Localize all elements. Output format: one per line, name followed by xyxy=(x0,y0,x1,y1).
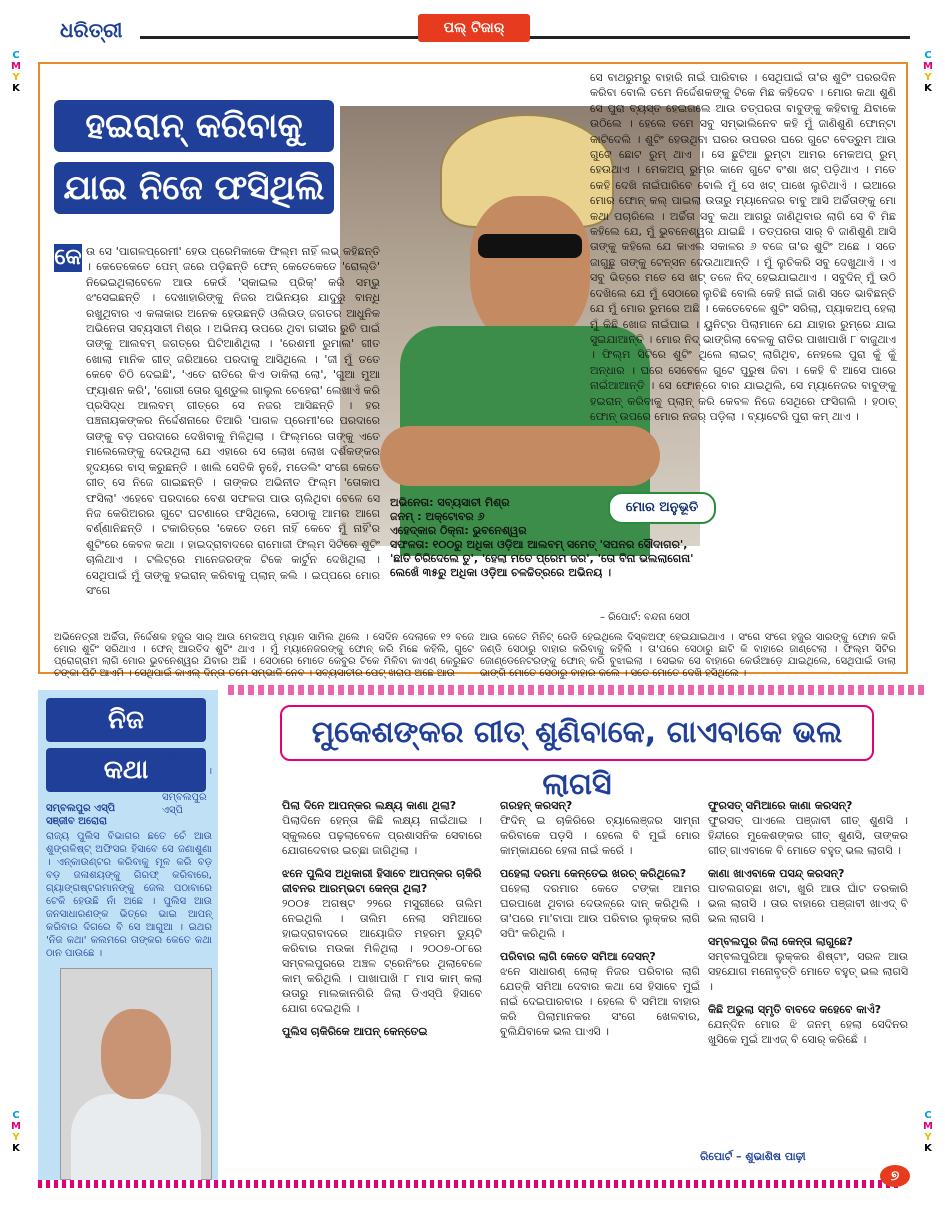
nija-katha-panel xyxy=(38,690,218,1180)
dropcap: କେ xyxy=(54,245,82,270)
cmyk-marks-bottom-left: C M Y K xyxy=(11,1110,21,1154)
answer: ଫିଦିନ୍ ଇ ଚାକିରିରେ ଚ୍ୟାଲେଞ୍ଜର ସାମ୍‌ନା କରିବାକେ ପଡ଼ସି । ହେଲେ ବି ମୁଇଁ ମୋର କାମ୍‌କାଯରେ ହେଳା ନାଇଁ କରେଁ । xyxy=(500,814,700,857)
question: ଗରହନ୍ କରସନ୍? xyxy=(500,799,573,812)
question: ପିଲା ଦିନେ ଆପନ୍‌କର ଲକ୍ଷ୍ୟ କାଣା ଥିଲା? xyxy=(282,799,457,812)
info-address: ଏହେଦ୍‌କାର ଠିକ୍‌ନା: ଭୁବନେଶ୍ୱର xyxy=(390,524,527,537)
experience-badge: ମୋର ଅନୁଭୂତି xyxy=(608,492,716,524)
officer-photo xyxy=(60,968,212,1180)
officer-intro: ରାଜ୍ୟ ପୁଲିସ ବିଭାଗର ଛତେ ଚେଁ ଆଉ ଶୁଙ୍ଗଳିଷ୍ଟ୍ ଅଫିସର ହିସାବେ ସେ ଜଣାଶୁଣା । ଏନ୍‌କାଉଣ୍ଟର କରିବାକୁ ମୂଳ କରି ବଡ଼ ବଡ଼ ଜଳାଶୟଙ୍କୁ ଗିରଫ୍ କରିବାରେ, ଗ୍ୟାଙ୍ଗଷ୍ଟରମାନଙ୍କୁ ଜେଲ ପଠାବାରେ ଟେକି ହେଉଛି ନାଁ ଅଛେ । ପୁଲିସ ଆଉ ଜନସାଧାରଣଙ୍କ ଭିତ୍ରେ ଭାଇ ଆପନ୍ କରିବାର ଦିଗରେ ବି ସେ ଆଗୁଆ । ଇଥର 'ନିଜ କଥା' କଲମରେ ତାଙ୍କର କେତେ କଥା ଠାନ ପାଉଛେ । xyxy=(46,831,212,959)
question: ଫୁରସତ୍ ସମିଆରେ କାଣା କରସନ୍? xyxy=(708,799,853,812)
cmyk-marks-bottom-right: C M Y K xyxy=(923,1110,933,1154)
interview-headline: ମୁକେଶଙ୍କର ଗୀତ୍ ଶୁଣିବାକେ, ଗାଏବାକେ ଭଲ ଲାଗସି xyxy=(280,705,874,761)
question: ସମ୍ବଲପୁର ଜିଲା କେନ୍ତା ଲାଗୁଛେ? xyxy=(708,935,853,948)
answer: ୨୦୦୫ ଅଗଷ୍ଟ ୨୨ରେ ମସୁରୀରେ ତାଲିମ ନେଇଥିଲି । ତାଲିମ ନେଲା ସମିଆରେ ହାଇଦ୍ରାବାଦରେ ଆୟୋଜିତ ମହରମ ଡ୍ୟୁଟି କରିବାର ମଉକା ମିଳିଥିଲା । ୨୦୦୭-୦୮ରେ ସମ୍ବଲପୁରରେ ଅଞ୍ଚଳ ଟ୍ରେନିଂରେ ଥିଲାବେଳେ କାମ୍ କରିଥିଲି । ପାଖାପାଖି ୮ ମାସ କାମ୍ କଲା ଉତାରୁ ମାଲକାନଗିରି ଜିଲା ଡିଏସ୍‌ପି ହିସାବେ ଯୋଗ ଦେଇଥିଲି । xyxy=(282,897,482,1015)
vertical-caption: ସଞ୍ଜୀବ ଅରୋରା । ଏହେଦେ ସମ୍ବଲପୁର ଏସ୍‌ପି xyxy=(162,753,212,816)
panel-title-2: କଥା xyxy=(46,748,206,792)
question: ପରିବାର ଲାଗି କେତେ ସମିଆ ଦେସନ୍? xyxy=(500,950,656,963)
question: କାଣା ଖାଏବାକେ ପସନ୍ଦ୍ କରସନ୍? xyxy=(708,867,845,880)
info-success: ସଫଳତା: ୧୦୦ରୁ ଅଧିକା ଓଡ଼ିଆ ଆଲବମ୍ ସମେତ୍ 'ସପନର ସୌଦାଗର', 'ଛାତି ଚିରିଦେଲେ ତୁ', 'ହେଲା ମତେ ପ୍ରେମ ଜର', 'ତୋ ବିନା ଭଲଲାଗେନା' ଲେଖେଁ ୩୫ରୁ ଅଧିକା ଓଡ଼ିଆ ଚଳଚ୍ଚିତ୍ରରେ ଅଭିନୟ । xyxy=(390,538,694,579)
decorative-stripe xyxy=(228,685,928,695)
question: ପୁଲିସ ଚାକିରିକେ ଆପନ୍ କେନ୍ତେଇ xyxy=(282,1025,428,1038)
reporter-credit: – ରିପୋର୍ଟ: ବନ୍ଦନା ସେଠୀ xyxy=(600,612,690,623)
qa-column-1 xyxy=(282,790,482,1039)
info-birth: ଜନମ୍ : ଅକ୍ଟୋବର ୬ xyxy=(390,510,485,523)
question: କିଛି ଅଭୁଲା ସ୍ମୃତି ବାବଦେ କହେବେ କାଏଁ? xyxy=(708,1003,882,1016)
answer: ପିଲାଦିନେ ହେନ୍ତା କିଛି ଲକ୍ଷ୍ୟ ନାଇଁଥାଇ । ସ୍କୁଲରେ ପଢ଼ଲାବେଳେ ପ୍ରଶାସନିକ ସେବାରେ ଯୋଗଦେବାର ଇଚ୍ଛା ଜାଗିଥିଲା । xyxy=(282,814,482,857)
face-shape xyxy=(470,196,590,346)
top-article xyxy=(38,62,908,679)
article-col-left: ଉ ସେ 'ପାଗଳପ୍ରେମୀ' ହେଉ ପ୍ରେମିକାକେ ଫିଲ୍ମ ନାହିଁ ଲଭ୍ କହିଛନ୍ତି । କେତେକେତେ ପେମ୍ ଜରେ ପଡ଼ିଛନ୍ତି ଫେନ୍ କେତେକେତେ 'ରୋଲ୍ଡି' ନିଭେଇଥିଲାବେଳେ ଆଉ କେଉଁ 'ସ୍କାଇଲ ପ୍ରିକ୍' କରି ସମ୍ଭୁ ଝଂସେଇଛନ୍ତି । ଦେଖାହାରିଙ୍କୁ ନିଜର ଅଭିନୟର ଯାଦୁରୁ ବାନ୍ଧି ରଖୁଥିବାର ଏ କଳାକାର ଅନେକ ହେଉଛନ୍ତି ଓଲିଉଡ୍ ଜଗତର ଆଧୁନିକ ଅଭିନେତା ସବ୍ୟସାଚୀ ମିଶ୍ର । ଅଭିନୟ ଉପରେ ଥିବା ଗଭୀର ରୁଚି ପାଇଁ ତାଙ୍କୁ ଆଲବମ୍ ଜଗତ୍‌ରେ ଘିଟିଆଣିଥିଲା । 'ରେଶମୀ ରୁମାଲ' ଗୀତ ଖୋଲା ମାନିକ ଗୀତ୍ ଜରିଆରେ ପରଦାକୁ ଆସିଥିଲେ । 'ଜୀ ମୁଁ ତତେ କେବେ ଚିଠି ଦେଇଛି', 'ଏତେ ରାତିରେ କିଏ ଡାକିଲା ଲୋ', 'ଗୁଆ ମୁଆ ଫ୍ୟାଶନ କରି', 'ଗୋରୀ ତୋର ଗୁଣ୍ଡୁଲ ଗାଲୁଲ ଚେହେରା' ଲେଖାଏଁ କରି ପ୍ରସିଦ୍ଧ ଆଲବମ୍ ଗୀତ୍‌ରେ ସେ ନଜର ଆସିଛନ୍ତି । ହର ପଞ୍ଚନାୟକଙ୍କର ନିର୍ଦ୍ଦେଶନାରେ ତିଆରି 'ପାଗଳ ପ୍ରେମୀ'ରେ ପରଦାରେ ତାଙ୍କୁ ବଡ଼ ପରଦାରେ ଦେଖିବାକୁ ମିଳିଥିଲା । ଫିଲ୍ମରେ ତାଙ୍କୁ ଏତେ ମାଲେଲେଙ୍କୁ ଦେଉଥିଲା ଯେ ଏହାରେ ସେ ଲୋଖ ଲୋଖ ଦର୍ଶକଙ୍କର ହୃଦୟରେ ବାସ୍ କରୁଛନ୍ତି । ଖାଲି ସେତିକି ନୁହେଁ, ମଡେଲିଂ ସଂଗେ କେତେ ଗୀତ୍ ସେ ନିଜେ ଗାଇଛନ୍ତି । ତାଙ୍କର ଅଭିନୀତ ଫିଲ୍ମ 'ତୋକାପ ଫସିଲା' ଏହେବେ ପରଦାରେ ବେଶ ସଫଳତା ପାଉ ଚାଲିଥିବା ବେଳେ ସେ ନିଜ କେରିଅରର ଗୁଟେ ଘଟଣାରେ ଫସିଥିଲେ, ସେଠାକୁ ଆମର ଆଗେ ବର୍ଣ୍ଣାନିଛନ୍ତି । ଟକାରିତ୍ରେ 'କେତେ ତମେ ନାହିଁ କେବେ ମୁଁ ନାହିଁ'ର ଶୁଟିଂରେ କେବଳ କଥା । ହାଇଦ୍ରାବାଦରେ ରାମୋଜୀ ଫିଲ୍ମ ସିଟିରେ ଶୁଟିଂ ଚାଲିଥାଏ । ଟଲିଟ୍ରେ ମାନେଜରଙ୍କ ଟିକେ କାର୍ଟୁନ ଦେଖିଥିଲା । ସେଥିପାଇଁ ମୁଁ ତାଙ୍କୁ ହଇରାନ୍ କରିବାକୁ ପ୍ଲାନ୍ କଲି । ଇପ୍ପରେ ମୋର ସଂଗେ xyxy=(86,245,380,597)
qa-column-2 xyxy=(500,790,700,1039)
article-bottom-right: ଆଉ କେତେ ମିନିଟ୍ ରେଡି ହେଇଥିଲେ ଦିସ୍କଅଫ୍ ହେଇଯାଇଥାଏ । ସଂଗେ ସଂଗେ ହଜୁର ସାରଙ୍କୁ ଫୋନ କରି ଜଣ୍ଡି ସେଠାରୁ ବାହାର କରିବାକୁ କହିଲି । ତା'ପରେ ସେଠାରୁ ଛାଟି କି ବାହାରେ ଜାଣ୍ଟେଲା । ଫିଲ୍ମ ସିଟିର ଜୋଣ୍ଡେନେଟରଙ୍କୁ ଫୋନ୍ କରି ବୁଝାଇଲା । ସେଇକ ସେ ବାହାରେ କେଉଁଆଡ଼େ ଯାଇଥିଲେ, ସେଥିପାଇଁ ଡାଲା ଭାଙ୍ଗି ମୋତେ ସେଠାରୁ ବାହାର କଲେ । ସତେ ମୋତେ ଦେଖି ହସିଥିଲେ । xyxy=(480,632,896,679)
panel-title-1: ନିଜ xyxy=(46,698,206,742)
headline-line-2: ଯାଇ ନିଜେ ଫସିଥିଲି xyxy=(54,162,334,214)
officer-face-shape xyxy=(101,1009,171,1099)
footer-stripe xyxy=(38,1180,898,1188)
cmyk-marks-right: C M Y K xyxy=(923,50,933,94)
question: ପହେଲା ଦରମା କେନ୍ତେଇ ଖରଚ୍ କରିଥିଲେ? xyxy=(500,867,687,880)
info-actor: ଅଭିନେତା: ସବ୍ୟସାଚୀ ମିଶ୍ର xyxy=(390,496,510,509)
answer: ସମ୍ବଲପୁରିଆ ଲୁକ୍‌କର ଶିଷ୍ଟାଂ, ସରଳ ଆଉ ସହଯୋଗ ମନୋବୃତ୍ତି ମୋତେ ବହୁତ୍ ଭଲ ଲାଗସି । xyxy=(708,950,908,993)
officer-shirt-shape xyxy=(71,1094,201,1184)
answer: ପାଚଲଗଚ୍ଛା ଖଟା, ଖୁରି ଆଉ ଘାଁଟ ତରକାରି ଭଲ ଲାଗସି । ତାର ବାହାରେ ପଞ୍ଜାବୀ ଖାଏଦ୍ ବି ଭଲ ଲାଗସି । xyxy=(708,882,908,925)
officer-name: ସମ୍ବଲପୁର ଏସ୍‌ପି ସଞ୍ଜୀବ ଅରୋରା xyxy=(46,803,116,827)
interview-reporter: ରିପୋର୍ଟ – ଶୁଭାଶିଷ ପାଢ଼ୀ xyxy=(700,1150,806,1163)
article-bottom-left: ଅଭିନେତ୍ରୀ ଅର୍ଚ୍ଚିତା, ନିର୍ଦ୍ଦେଶକ ହଜୁର ସାର୍ ଆଉ ମେକଅପ୍ ମ୍ୟାନ ସାମିଲ ଥିଲେ । ସେଦିନ ଦେଲାକେ ୧୨ ବଜେ ମୋର ଶୁଟିଂ ସରିଥାଏ । ଫେନ୍ ଆରତିଦ ଶୁଟିଂ ଥାଏ । ମୁଁ ମ୍ୟାନେଜରଙ୍କୁ ଫୋନ୍ କରି ମିଛେ କହିଲି, ଗୁଟେ ପ୍ରୋଗ୍ରାମ ଲାଗି ମୋର ଭୁବନେଶ୍ୱର ଯିବାର ଅଛି । ସେଠାରେ ମୋତେ କେବୁର ଟିକେ ମିଳିବା କାଏଣ୍ କେରୁଛତ ଟଙ୍କା ପିଟି ଆଏମି । ସେଥିପାଇଁ କାଏଲ୍ ଦିନ୍ତା ତମେ ସମ୍ଭାଳି ନେବ । ସବ୍ୟସାଚୀର ପେଟ୍ ଖରାପ ଅଛେ ଆଉ xyxy=(54,632,474,679)
masthead-logo: ଧରିତ୍ରୀ xyxy=(60,18,123,42)
qa-column-3 xyxy=(708,790,908,1047)
sunglasses-shape xyxy=(478,234,582,258)
article-col-right: ସେ ବାଥରୁମରୁ ବାହାରି ନାଇଁ ପାରିବାର । ସେଥିପାଇଁ ତା'ର ଶୁଟିଂ ପରରଦିନ କରିବା ବୋଲି ତମେ ନିର୍ଦ୍ଦେଶକଙ୍କୁ ଟିକେ ମିଛ କହିଦେବ । ମୋର କଥା ଶୁଣି ସେ ପୁରା ବ୍ୟସ୍ତ ହେଇଗଲେ ଆଉ ତତ୍ପରତା ବାବୁଙ୍କୁ କହିବାକୁ ଯିବାକେ ଉଠିଲେ । ହେଲେ ତମେ ସବୁ ସମ୍ଭାଲିନେବ କହି ମୁଁ ଜାଣିଶୁଣି ଫୋନ୍‌ଟା କାଟିଦେଲି । ଶୁଟିଂ ହେଉଥିବା ଘରର ଉପରର ଘରେ ଗୁଟେ ବେଡ୍‌ରୁମ ଆଉ ଗୁଟେ ଛୋଟ ରୁମ୍ ଥାଏ । ସେ ଛୁଟିଆ ରୁମ୍‌ଟା ଆମର ମେକଅପ୍ ରୁମ୍ ହେଉଥାଏ । ମେକଅପ୍ ରୁମ୍‌ର କାନେ ଗୁଟେ ବଂଶା ଖଟ୍ ପଡ଼ିଥାଏ । ମତେ କେହି ଦେଖି ନାଇଁପାରିବେ ବୋଲି ମୁଁ ସେ ଖଟ୍ ପାଖେ ଲୁଚିଥାଏଁ । ଇଆରେ ମୋର ଫୋନ୍ କଲ୍ ପାଇଲା ଉତାରୁ ମ୍ୟାନେଜର ବାବୁ ଆସି ଅର୍ଚ୍ଚିତାଙ୍କୁ ମୋ କଥା ପଚାରିଲେ । ଅର୍ଚ୍ଚିତା ସବୁ କଥା ଆଗରୁ ଜାଣିଥିବାର ଲାଗି ସେ ବି ମିଛ କହିଲେ ଯେ, ମୁଁ ଭୁବନେଶ୍ୱର ଯାଇଛି । ତତ୍ପରତା ସାର୍ ବି ଜାଣିଶୁଣି ଆସି ତାଙ୍କୁ କହିଲେ ଯେ କାଏଲ ସକାଳର ୬ ବଜେ ତା'ର ଶୁଟିଂ ଅଛେ । ସତେ ଜାଗୁଛୁ ତାଙ୍କୁ ଟେନ୍‌ସନ ଦେଉଥାଆନ୍ତି । ମୁଁ ଲୁଚିକରି ସବୁ ଦେଖୁଥାଏଁ । ଏ ସବୁ ଭିତ୍ରେ ମତେ ସେ ଖଟ୍ ତଳେ ନିଦ୍ ହେଇଯାଇଥାଏ । ସବୁଦିନ୍ ମୁଁ ଉଠି ଦେଖିଲେ ଯେ ମୁଁ ସେଠାରେ ଲୁଚିଛି ବୋଲି କେହି ନାଇଁ ଜାଣି ସତେ ଭାବିଛନ୍ତି ଯେ ମୁଁ ମୋର ରୁମରେ ଅଛି । କେତେବେଳେ ଶୁଟିଂ ସରିଲା, ପ୍ୟାକଅପ୍ ହେଲା ମୁଁ କିଛି ଖୋଜ ନାଇଁପାଇ । ୟୁନିଟ୍‌ର ପିଲାମାନେ ଯେ ଯାହାର ରୁମ୍‌ରେ ଯାଇ ସୁଇଯାଆନ୍ତି । ମୋର ନିଦ୍ ଭାଙ୍ଗିଲା ବେଳକୁ ରାତିର ପାଖାପାଖି ୮ ବାଜୁଥାଏ । ଫିଲ୍ମ ସିଟିରେ ଶୁଟିଂ ଥିଲେ ଲାଇଟ୍ ଲାଗିଥିବ, ନେହଲେ ପୁରା କୁଁ କୁଁ ଅନ୍ଧାର । ଘରେ ସେବେଳେ ଗୁଟେ ପୁରୁଷ ଜିବା । କେହି ବି ଆସେ ପାରେ ନାଇଁଆଆନ୍ତି । ସେ ଫୋନ୍‌ରେ ବାର ଯାଇଥିଲି, ସେ ମ୍ୟାନେଜର ବାବୁଙ୍କୁ ହଇରାନ୍ କରିବାକୁ ପ୍ଲାନ୍ କରି କେବଳ ନିଜେ ସେଥିରେ ଫସିଗଲି । ହଠାତ୍ ଫୋନ୍ ଉପରେ ମୋର ନଜର୍ ପଡ଼ିଲା । ବ୍ୟାଟେରି ପୁରା କମ୍ ଥାଏ । xyxy=(590,71,896,423)
section-tab: ପଲ୍ ଟିଜାର୍ xyxy=(418,14,530,42)
question: ଝନେ ପୁଲିସ ଅଧିକାରୀ ହିସାବେ ଆପନ୍‌କର ଚାକିରି ଜୀବନର ଆରମ୍ଭଟା କେନ୍ତା ଥିଲା? xyxy=(282,867,482,895)
answer: ଝନେ ସାଧାରଣ୍ ଲୋକ୍ ନିଜର ପରିବାର ଲାଗି ଯେତ୍କି ସମିଆ ଦେବାର କଥା ସେ ହିସାବେ ମୁଇଁ ନାଇଁ ଦେଇପାରବାର । ହେଲେ ବି ସମିଆ ବାହାର କରି ପିଲାମାନକର ସଂଗେ ଖେଳବାର, ବୁଲିଯିବାକେ ଭଲ ପାଏସି । xyxy=(500,965,700,1038)
cmyk-marks-left: C M Y K xyxy=(11,50,21,94)
actor-info-box xyxy=(390,496,710,606)
answer: ଯେନ୍‌ଦିନ ମୋର ଝି ଜନମ୍ ହେଲା ସେଦିନର ଖୁସିକେ ମୁଇଁ ଆଏଜ୍ ବି ସୋର୍ କରିଛେଁ । xyxy=(708,1018,908,1046)
answer: ପହେଲା ଦରମାର କେତେ ଟଙ୍କା ଆମର ଘରପାଖେ ଥିବାର ଦେଉଳ୍‌ରେ ଦାନ୍ କରିଥିଲି । ତା'ପରେ ମା'ବାପା ଆଉ ପରିବାର ଲୁକ୍‌କର ଲାଗି ସପିଂ କରିଥିଲି । xyxy=(500,882,700,940)
page-number: ୭ xyxy=(880,1165,910,1187)
headline-line-1: ହଇରାନ୍ କରିବାକୁ xyxy=(54,100,334,152)
answer: ଫୁରସତ୍ ପାଏଲେ ପଞ୍ଜାବୀ ଗୀତ୍ ଶୁଣସି । ହିନ୍ଦୀରେ ମୁକେଶଙ୍କର ଗୀତ୍ ଶୁଣସି, ତାଙ୍କର ଗୀତ୍ ଗାଏବାକେ ବି ମୋତେ ବହୁତ୍ ଭଲ ଲାଗସି । xyxy=(708,814,908,857)
